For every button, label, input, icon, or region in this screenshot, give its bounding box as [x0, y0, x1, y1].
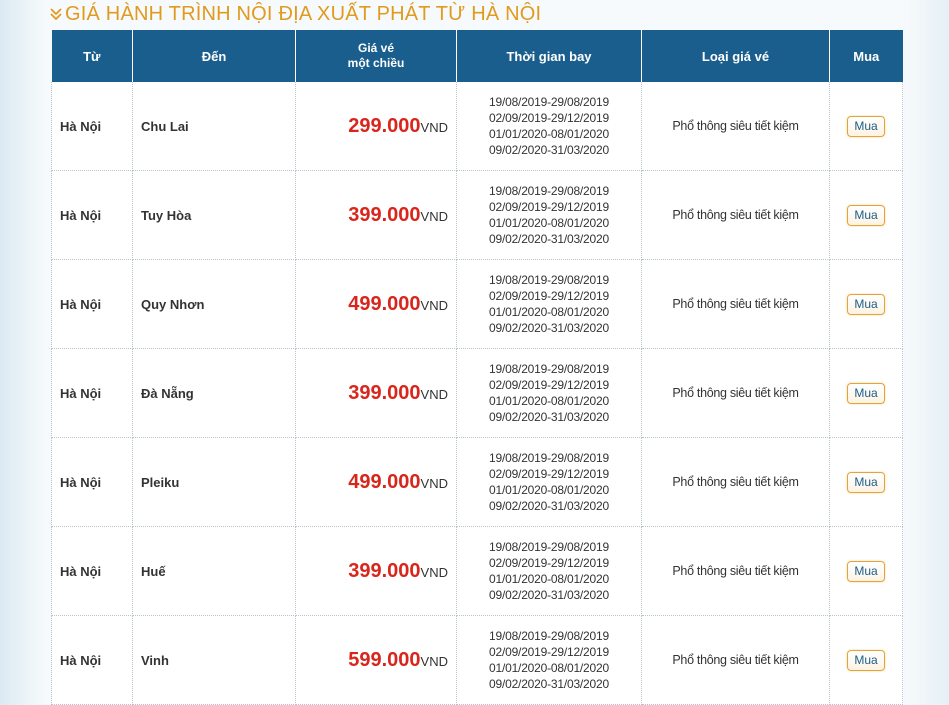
column-header-to: Đến: [133, 30, 296, 82]
table-row: [52, 171, 903, 260]
price-currency: VND: [420, 653, 448, 669]
table-row: [52, 349, 903, 438]
date-range: 19/08/2019-29/08/2019: [489, 362, 609, 376]
cell-to: Tuy Hòa: [133, 171, 296, 260]
table-body: [52, 82, 903, 705]
cell-flight-dates: [457, 616, 642, 705]
table-row: [52, 260, 903, 349]
date-range: 09/02/2020-31/03/2020: [489, 499, 609, 513]
cell-flight-dates: [457, 171, 642, 260]
table-row: [52, 438, 903, 527]
cell-price: [296, 171, 457, 260]
date-range: 02/09/2019-29/12/2019: [489, 200, 609, 214]
cell-from: Hà Nội: [52, 349, 133, 438]
column-header-price: [296, 30, 457, 82]
date-range: 19/08/2019-29/08/2019: [489, 540, 609, 554]
date-range: 01/01/2020-08/01/2020: [489, 483, 609, 497]
cell-buy: [830, 349, 903, 438]
date-range: 09/02/2020-31/03/2020: [489, 588, 609, 602]
price-amount: 399.000: [348, 203, 421, 226]
date-range: 19/08/2019-29/08/2019: [489, 629, 609, 643]
cell-flight-dates: [457, 349, 642, 438]
price-currency: VND: [420, 475, 448, 491]
buy-button[interactable]: Mua: [847, 205, 884, 226]
table-row: [52, 616, 903, 705]
cell-from: Hà Nội: [52, 438, 133, 527]
column-header-price-line1: Giá vé: [357, 41, 395, 55]
cell-flight-dates: [457, 438, 642, 527]
cell-buy: [830, 438, 903, 527]
date-range: 01/01/2020-08/01/2020: [489, 394, 609, 408]
column-header-price-line2: một chiều: [347, 56, 405, 70]
cell-fare-type: Phổ thông siêu tiết kiệm: [642, 349, 830, 438]
price-amount: 499.000: [348, 292, 421, 315]
cell-flight-dates: [457, 260, 642, 349]
fare-table-wrapper: [51, 30, 902, 705]
buy-button[interactable]: Mua: [847, 383, 884, 404]
price-currency: VND: [420, 297, 448, 313]
cell-price: [296, 82, 457, 171]
cell-buy: [830, 260, 903, 349]
column-header-buy: Mua: [830, 30, 903, 82]
cell-buy: [830, 82, 903, 171]
cell-from: Hà Nội: [52, 260, 133, 349]
price-amount: 499.000: [348, 470, 421, 493]
cell-flight-dates: [457, 82, 642, 171]
cell-fare-type: Phổ thông siêu tiết kiệm: [642, 438, 830, 527]
date-range: 09/02/2020-31/03/2020: [489, 232, 609, 246]
cell-fare-type: Phổ thông siêu tiết kiệm: [642, 527, 830, 616]
date-range: 09/02/2020-31/03/2020: [489, 410, 609, 424]
date-range: 19/08/2019-29/08/2019: [489, 273, 609, 287]
price-amount: 299.000: [348, 114, 421, 137]
column-header-from: Từ: [52, 30, 133, 82]
cell-fare-type: Phổ thông siêu tiết kiệm: [642, 616, 830, 705]
column-header-time: Thời gian bay: [457, 30, 642, 82]
cell-from: Hà Nội: [52, 527, 133, 616]
cell-to: Pleiku: [133, 438, 296, 527]
cell-to: Đà Nẵng: [133, 349, 296, 438]
cell-fare-type: Phổ thông siêu tiết kiệm: [642, 82, 830, 171]
price-currency: VND: [420, 119, 448, 135]
table-row: [52, 527, 903, 616]
date-range: 01/01/2020-08/01/2020: [489, 661, 609, 675]
table-header-row: [52, 30, 903, 82]
price-amount: 399.000: [348, 381, 421, 404]
buy-button[interactable]: Mua: [847, 472, 884, 493]
buy-button[interactable]: Mua: [847, 294, 884, 315]
date-range: 19/08/2019-29/08/2019: [489, 451, 609, 465]
cell-to: Chu Lai: [133, 82, 296, 171]
cell-fare-type: Phổ thông siêu tiết kiệm: [642, 260, 830, 349]
cell-flight-dates: [457, 527, 642, 616]
date-range: 19/08/2019-29/08/2019: [489, 184, 609, 198]
cell-fare-type: Phổ thông siêu tiết kiệm: [642, 171, 830, 260]
date-range: 02/09/2019-29/12/2019: [489, 378, 609, 392]
date-range: 02/09/2019-29/12/2019: [489, 289, 609, 303]
double-chevron-down-icon: [50, 7, 62, 21]
price-currency: VND: [420, 564, 448, 580]
price-currency: VND: [420, 386, 448, 402]
cell-price: [296, 349, 457, 438]
cell-buy: [830, 171, 903, 260]
buy-button[interactable]: Mua: [847, 116, 884, 137]
date-range: 19/08/2019-29/08/2019: [489, 95, 609, 109]
date-range: 01/01/2020-08/01/2020: [489, 216, 609, 230]
price-amount: 399.000: [348, 559, 421, 582]
cell-from: Hà Nội: [52, 171, 133, 260]
date-range: 01/01/2020-08/01/2020: [489, 572, 609, 586]
buy-button[interactable]: Mua: [847, 561, 884, 582]
cell-buy: [830, 527, 903, 616]
cell-buy: [830, 616, 903, 705]
section-heading: [50, 0, 541, 28]
date-range: 01/01/2020-08/01/2020: [489, 127, 609, 141]
price-currency: VND: [420, 208, 448, 224]
date-range: 02/09/2019-29/12/2019: [489, 467, 609, 481]
cell-to: Quy Nhơn: [133, 260, 296, 349]
price-amount: 599.000: [348, 648, 421, 671]
date-range: 02/09/2019-29/12/2019: [489, 645, 609, 659]
date-range: 09/02/2020-31/03/2020: [489, 321, 609, 335]
cell-to: Vinh: [133, 616, 296, 705]
column-header-fare-type: Loại giá vé: [642, 30, 830, 82]
cell-to: Huế: [133, 527, 296, 616]
date-range: 09/02/2020-31/03/2020: [489, 143, 609, 157]
cell-from: Hà Nội: [52, 616, 133, 705]
section-heading-text: GIÁ HÀNH TRÌNH NỘI ĐỊA XUẤT PHÁT TỪ HÀ NỘI: [65, 2, 542, 25]
cell-price: [296, 616, 457, 705]
table-row: [52, 82, 903, 171]
cell-price: [296, 260, 457, 349]
date-range: 09/02/2020-31/03/2020: [489, 677, 609, 691]
date-range: 02/09/2019-29/12/2019: [489, 111, 609, 125]
cell-from: Hà Nội: [52, 82, 133, 171]
date-range: 02/09/2019-29/12/2019: [489, 556, 609, 570]
buy-button[interactable]: Mua: [847, 650, 884, 671]
fare-table: [51, 30, 903, 705]
cell-price: [296, 527, 457, 616]
date-range: 01/01/2020-08/01/2020: [489, 305, 609, 319]
cell-price: [296, 438, 457, 527]
